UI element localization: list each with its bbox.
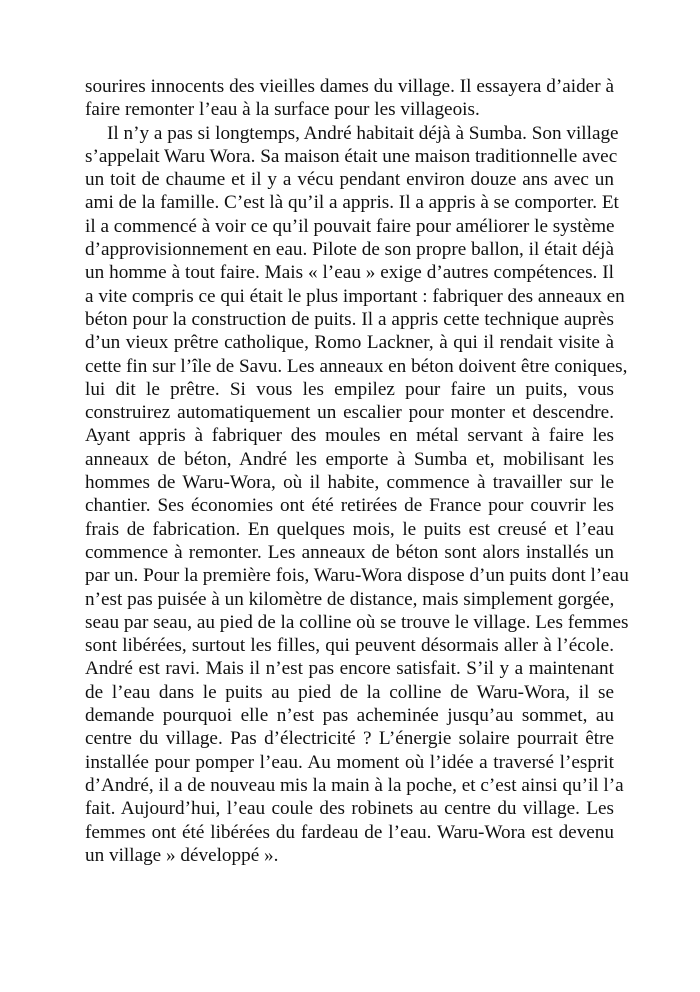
text-line: un homme à tout faire. Mais « l’eau » exige d’autres compétences. Il bbox=[85, 262, 614, 284]
text-line: un village » développé ». bbox=[85, 844, 279, 866]
text-line: cette fin sur l’île de Savu. Les anneaux en béton doivent être coniques, bbox=[85, 355, 628, 377]
paragraph bbox=[85, 75, 614, 122]
text-line: centre du village. Pas d’électricité ? L’énergie solaire pourrait être bbox=[85, 728, 614, 750]
text-line: faire remonter l’eau à la surface pour les villageois. bbox=[85, 99, 480, 121]
text-line: d’approvisionnement en eau. Pilote de son propre ballon, il était déjà bbox=[85, 239, 614, 261]
text-line: demande pourquoi elle n’est pas acheminée jusqu’au sommet, au bbox=[85, 705, 614, 727]
text-line: par un. Pour la première fois, Waru-Wora dispose d’un puits dont l’eau bbox=[85, 565, 629, 587]
text-line: s’appelait Waru Wora. Sa maison était une maison traditionnelle avec bbox=[85, 145, 618, 167]
document-page bbox=[85, 75, 629, 867]
text-line: il a commencé à voir ce qu’il pouvait faire pour améliorer le système bbox=[85, 215, 615, 237]
text-line: installée pour pomper l’eau. Au moment où l’idée a traversé l’esprit bbox=[85, 751, 614, 773]
text-line: ami de la famille. C’est là qu’il a appris. Il a appris à se comporter. Et bbox=[85, 192, 619, 214]
text-line: seau par seau, au pied de la colline où se trouve le village. Les femmes bbox=[85, 611, 629, 633]
text-line: chantier. Ses économies ont été retirées de France pour couvrir les bbox=[85, 495, 614, 517]
text-line: a vite compris ce qui était le plus important : fabriquer des anneaux en bbox=[85, 285, 625, 307]
text-line: frais de fabrication. En quelques mois, le puits est creusé et l’eau bbox=[85, 518, 614, 540]
text-line: Ayant appris à fabriquer des moules en métal servant à faire les bbox=[85, 425, 614, 447]
text-line: Il n’y a pas si longtemps, André habitait déjà à Sumba. Son village bbox=[107, 122, 619, 144]
text-line: femmes ont été libérées du fardeau de l’eau. Waru-Wora est devenu bbox=[85, 821, 614, 843]
text-line: sourires innocents des vieilles dames du village. Il essayera d’aider à bbox=[85, 76, 614, 97]
text-line: lui dit le prêtre. Si vous les empilez pour faire un puits, vous bbox=[85, 378, 614, 400]
text-line: un toit de chaume et il y a vécu pendant environ douze ans avec un bbox=[85, 169, 614, 191]
text-line: d’André, il a de nouveau mis la main à la poche, et c’est ainsi qu’il l’a bbox=[85, 774, 624, 796]
text-line: d’un vieux prêtre catholique, Romo Lackner, à qui il rendait visite à bbox=[85, 332, 614, 354]
text-line: fait. Aujourd’hui, l’eau coule des robinets au centre du village. Les bbox=[85, 798, 614, 820]
text-line: de l’eau dans le puits au pied de la colline de Waru-Wora, il se bbox=[85, 681, 614, 703]
text-line: béton pour la construction de puits. Il a appris cette technique auprès bbox=[85, 308, 614, 330]
text-line: construirez automatiquement un escalier pour monter et descendre. bbox=[85, 402, 614, 424]
text-line: anneaux de béton, André les emporte à Sumba et, mobilisant les bbox=[85, 448, 614, 470]
text-line: André est ravi. Mais il n’est pas encore satisfait. S’il y a maintenant bbox=[85, 658, 614, 680]
text-line: commence à remonter. Les anneaux de béton sont alors installés un bbox=[85, 541, 614, 563]
text-line: n’est pas puisée à un kilomètre de distance, mais simplement gorgée, bbox=[85, 588, 615, 610]
text-line: hommes de Waru-Wora, où il habite, commence à travailler sur le bbox=[85, 472, 614, 494]
paragraph bbox=[85, 122, 629, 868]
text-line: sont libérées, surtout les filles, qui peuvent désormais aller à l’école. bbox=[85, 635, 614, 657]
